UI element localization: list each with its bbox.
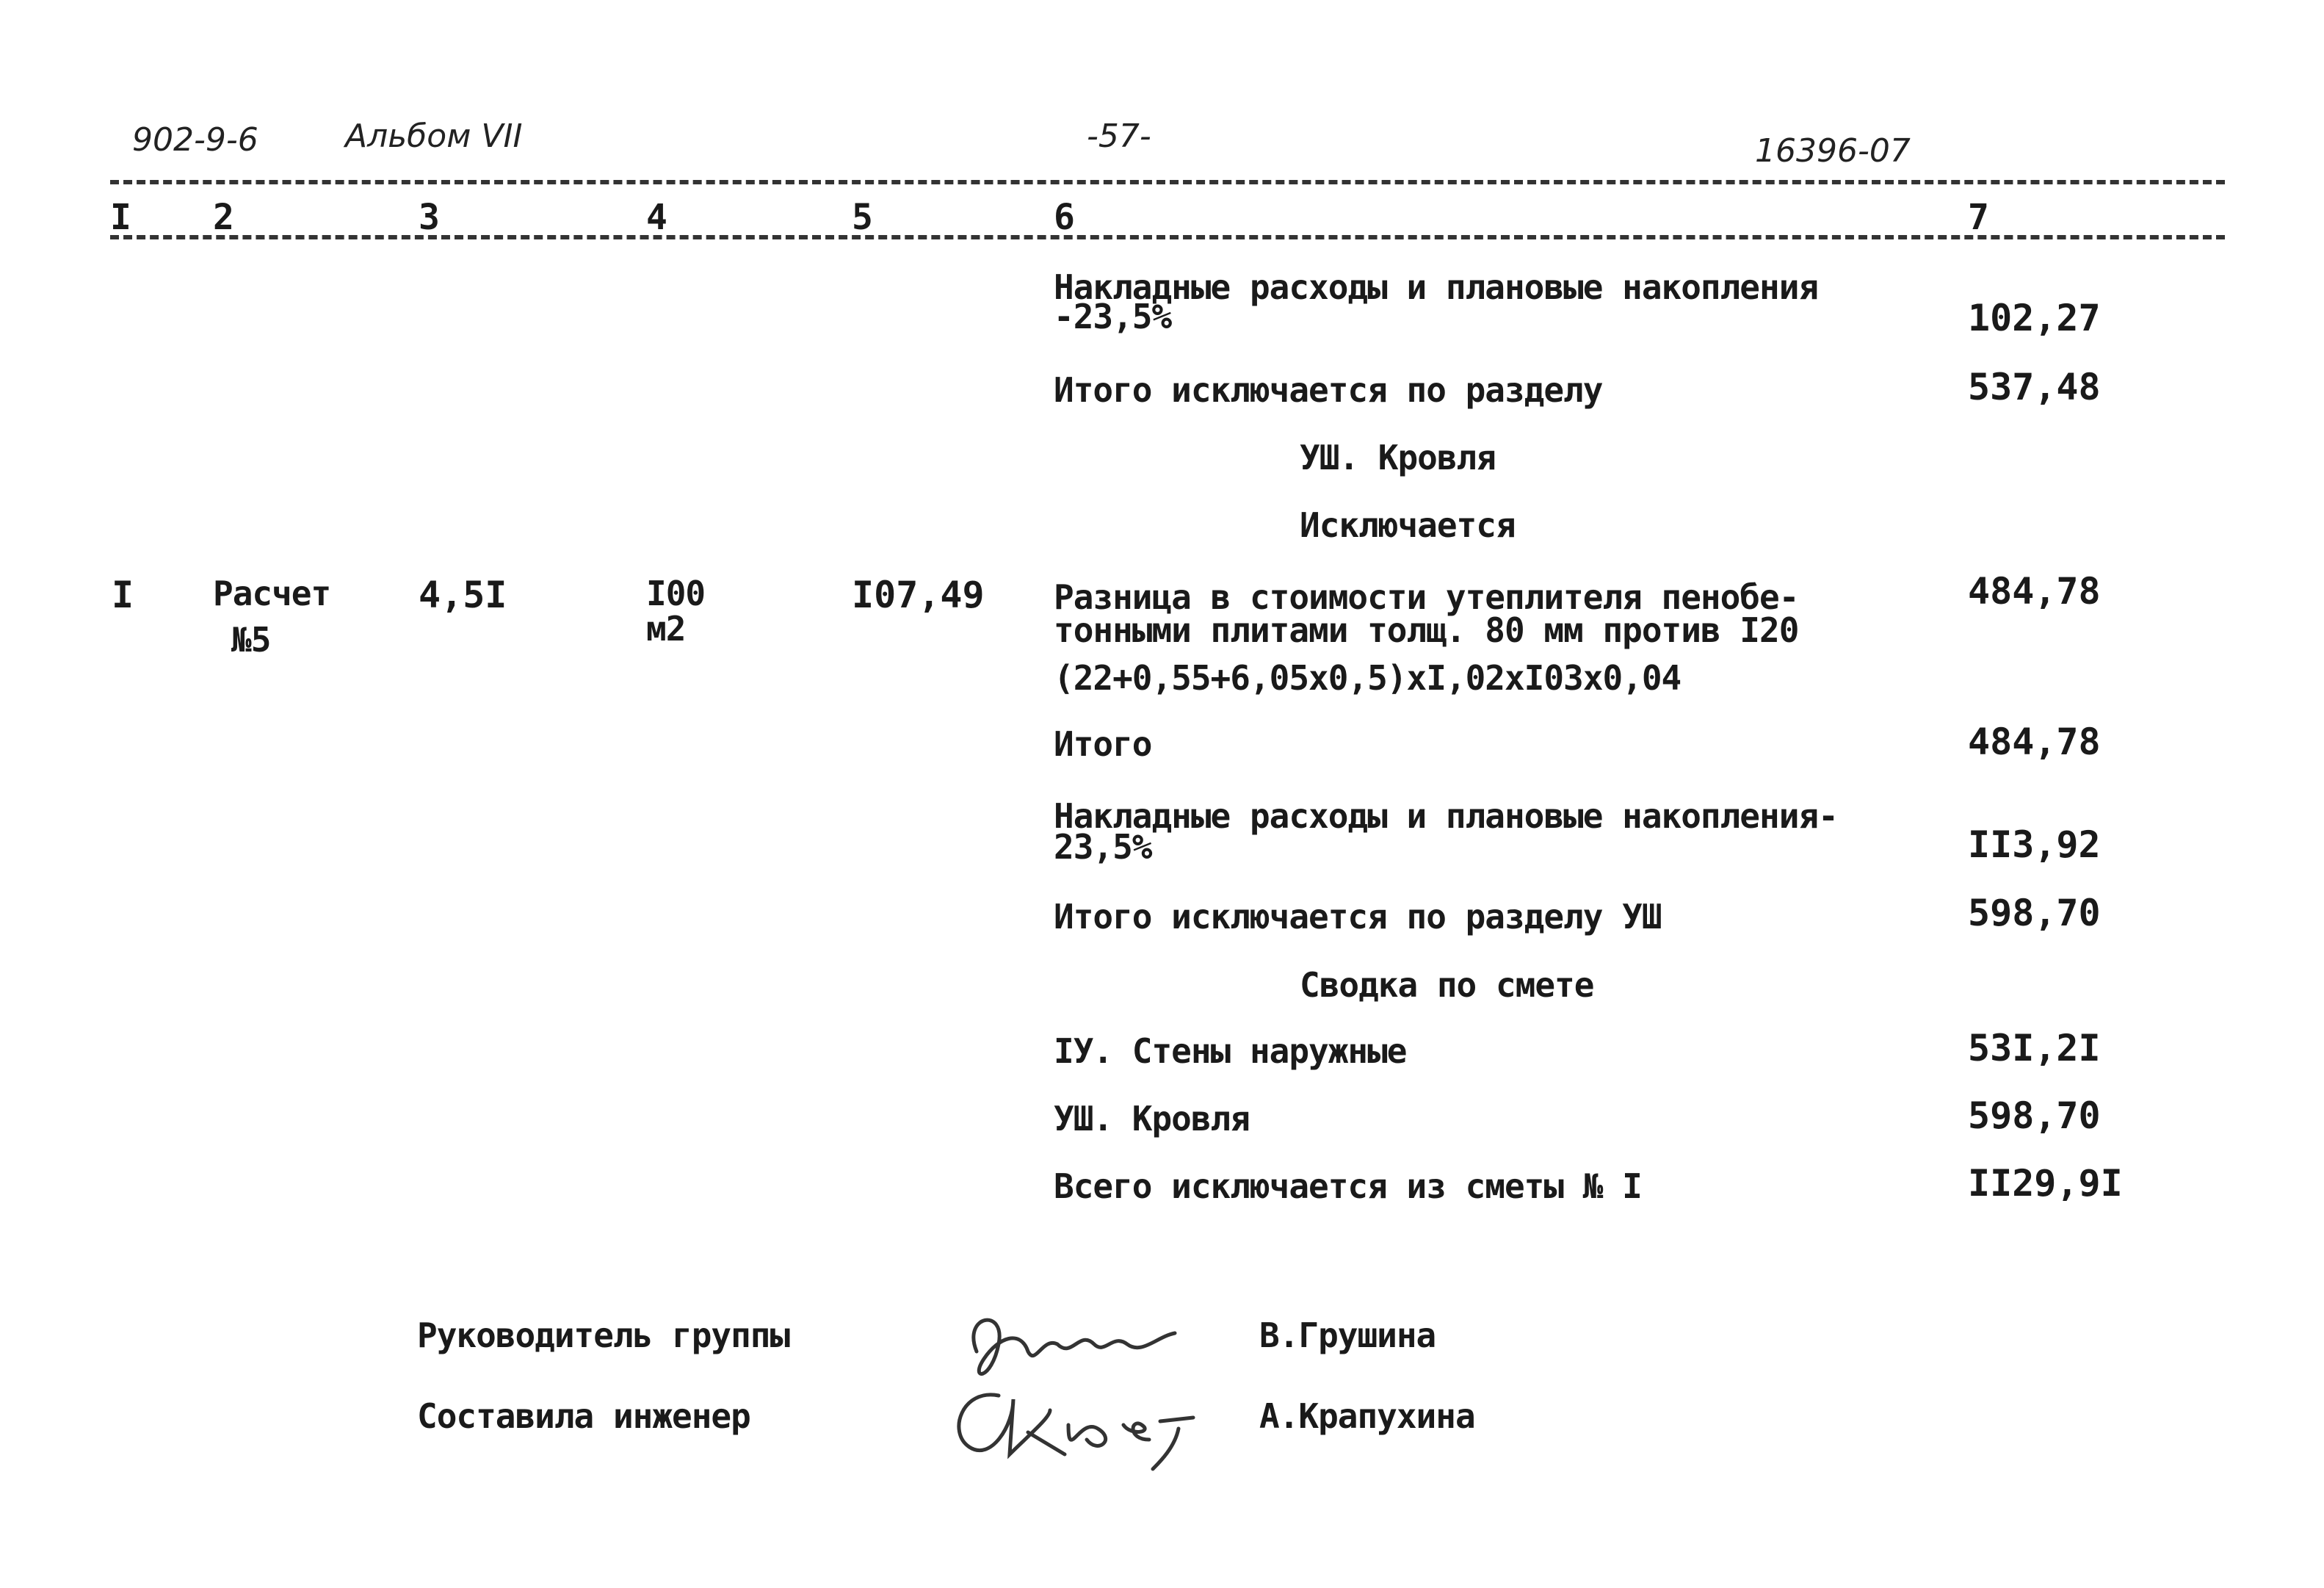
summary-title: Сводка по смете [1300, 965, 1594, 1005]
project-code: 902-9-6 [132, 121, 258, 159]
total-section-text: Итого исключается по разделу [1054, 370, 1603, 410]
subtotal-text: Итого [1054, 724, 1152, 764]
lead-name: В.Грушина [1259, 1315, 1436, 1355]
overhead-1-line2: -23,5% [1054, 297, 1172, 336]
engineer-name: А.Крапухина [1259, 1396, 1475, 1436]
overhead-2-value: II3,92 [1968, 823, 2101, 866]
lead-title: Руководитель группы [417, 1315, 790, 1355]
item-price: I07,49 [852, 574, 985, 616]
total-roof-value: 598,70 [1968, 892, 2101, 934]
item-unit-line2: м2 [646, 609, 686, 649]
col-num-6: 6 [1054, 197, 1075, 238]
grand-total-text: Всего исключается из сметы № I [1054, 1166, 1642, 1206]
grand-total-value: II29,9I [1968, 1162, 2123, 1205]
col-num-3: 3 [419, 197, 440, 238]
item-basis-line1: Расчет [213, 574, 331, 613]
engineer-signature-icon [940, 1366, 1219, 1476]
overhead-2-line2: 23,5% [1054, 827, 1152, 867]
summary-roof-value: 598,70 [1968, 1094, 2101, 1137]
album-label: Альбом VII [345, 118, 523, 155]
engineer-signature-graphic [940, 1366, 1219, 1490]
item-desc-line2: тонными плитами толщ. 80 мм против I20 [1054, 610, 1799, 650]
item-desc-line3: (22+0,55+6,05х0,5)хI,02хI03х0,04 [1054, 658, 1682, 698]
summary-walls-value: 53I,2I [1968, 1027, 2101, 1069]
col-num-4: 4 [646, 197, 667, 238]
engineer-title: Составила инженер [417, 1396, 750, 1436]
col-num-7: 7 [1968, 197, 1989, 238]
page-number: -57- [1087, 118, 1151, 155]
overhead-2-line1: Накладные расходы и плановые накопления- [1054, 796, 1838, 836]
inventory-number: 16396-07 [1755, 132, 1911, 170]
summary-roof-text: УШ. Кровля [1054, 1099, 1250, 1138]
item-basis-line2: №5 [231, 620, 271, 660]
col-num-2: 2 [213, 197, 234, 238]
item-desc-line1: Разница в стоимости утеплителя пенобе- [1054, 577, 1799, 617]
total-section-value: 537,48 [1968, 366, 2101, 408]
overhead-1-value: 102,27 [1968, 297, 2101, 339]
summary-walls-text: IУ. Стены наружные [1054, 1031, 1407, 1071]
col-num-1: I [110, 197, 131, 238]
top-rule [110, 180, 2225, 184]
excluded-title: Исключается [1300, 505, 1516, 545]
col-num-5: 5 [852, 197, 873, 238]
item-unit-line1: I00 [646, 574, 706, 613]
overhead-1-line1: Накладные расходы и плановые накопления [1054, 267, 1819, 307]
header-bottom-rule [110, 235, 2225, 239]
item-value: 484,78 [1968, 570, 2101, 613]
item-num: I [112, 574, 134, 616]
subtotal-value: 484,78 [1968, 721, 2101, 763]
section-roof-title: УШ. Кровля [1300, 438, 1496, 477]
total-roof-text: Итого исключается по разделу УШ [1054, 897, 1662, 936]
item-qty: 4,5I [419, 574, 507, 616]
